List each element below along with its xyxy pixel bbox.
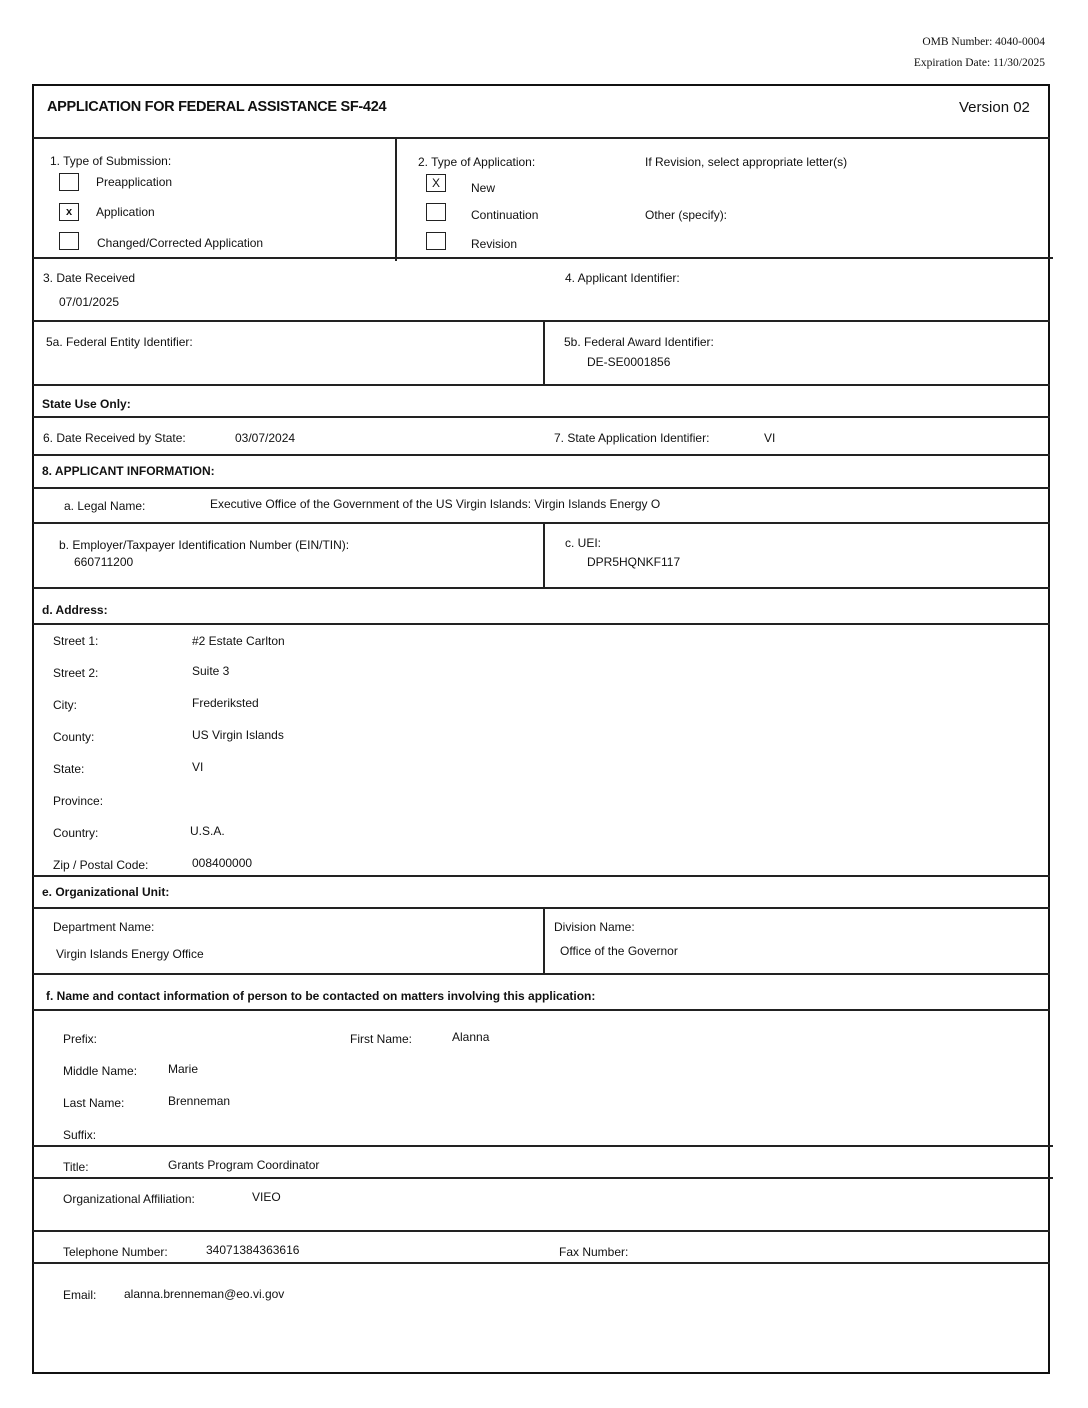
state-use-only-heading: State Use Only:	[42, 397, 131, 411]
type-of-submission-label: 1. Type of Submission:	[50, 154, 172, 168]
divider	[543, 908, 545, 973]
middle-name-value[interactable]: Marie	[168, 1062, 199, 1076]
applicant-identifier-label: 4. Applicant Identifier:	[565, 271, 680, 285]
state-application-identifier-label: 7. State Application Identifier:	[554, 431, 710, 445]
county-label: County:	[53, 730, 95, 744]
date-received-by-state-label: 6. Date Received by State:	[43, 431, 186, 445]
divider	[33, 1145, 1053, 1147]
divider	[33, 1230, 1050, 1232]
divider	[33, 1177, 1053, 1179]
first-name-label: First Name:	[350, 1032, 413, 1046]
state-value[interactable]: VI	[192, 760, 204, 774]
country-label: Country:	[53, 826, 99, 840]
checkbox-continuation[interactable]	[426, 203, 446, 221]
divider	[33, 487, 1050, 489]
expiration-date: Expiration Date: 11/30/2025	[913, 57, 1045, 69]
zip-value[interactable]: 008400000	[192, 856, 253, 870]
applicant-information-heading: 8. APPLICANT INFORMATION:	[42, 464, 215, 478]
organizational-unit-heading: e. Organizational Unit:	[42, 885, 170, 899]
date-received-value[interactable]: 07/01/2025	[59, 295, 120, 309]
divider	[33, 1009, 1050, 1011]
divider	[33, 416, 1050, 418]
division-name-value[interactable]: Office of the Governor	[560, 944, 678, 958]
email-label: Email:	[63, 1288, 97, 1302]
checkbox-new[interactable]: X	[426, 174, 446, 192]
divider	[33, 454, 1050, 456]
option-changed-corrected-label: Changed/Corrected Application	[97, 236, 264, 250]
revision-letters-label: If Revision, select appropriate letter(s)	[645, 155, 848, 169]
form-version: Version 02	[959, 99, 1030, 116]
divider	[33, 384, 1050, 386]
form-title: APPLICATION FOR FEDERAL ASSISTANCE SF-424	[47, 99, 387, 115]
province-label: Province:	[53, 794, 104, 808]
divider	[33, 522, 1050, 524]
city-value[interactable]: Frederiksted	[192, 696, 259, 710]
type-of-application-label: 2. Type of Application:	[418, 155, 536, 169]
divider	[33, 257, 1053, 259]
form-frame	[32, 84, 1050, 1374]
divider	[543, 523, 545, 587]
address-heading: d. Address:	[42, 603, 108, 617]
country-value[interactable]: U.S.A.	[190, 824, 225, 838]
last-name-label: Last Name:	[63, 1096, 125, 1110]
org-affiliation-value[interactable]: VIEO	[252, 1190, 281, 1204]
divider	[395, 139, 397, 261]
divider	[33, 907, 1050, 909]
divider	[33, 623, 1050, 625]
street2-value[interactable]: Suite 3	[192, 664, 230, 678]
title-label: Title:	[63, 1160, 89, 1174]
prefix-label: Prefix:	[63, 1032, 98, 1046]
divider	[33, 875, 1050, 877]
date-received-by-state-value[interactable]: 03/07/2024	[235, 431, 296, 445]
federal-entity-identifier-label: 5a. Federal Entity Identifier:	[46, 335, 193, 349]
department-name-label: Department Name:	[53, 920, 155, 934]
state-application-identifier-value[interactable]: VI	[764, 431, 776, 445]
fax-label: Fax Number:	[559, 1245, 629, 1259]
option-application-label: Application	[96, 205, 155, 219]
checkbox-changed-corrected[interactable]	[59, 232, 79, 250]
divider	[33, 587, 1050, 589]
uei-label: c. UEI:	[565, 536, 602, 550]
email-value[interactable]: alanna.brenneman@eo.vi.gov	[124, 1287, 285, 1301]
ein-label: b. Employer/Taxpayer Identification Number (EIN/TIN):	[59, 538, 350, 552]
first-name-value[interactable]: Alanna	[452, 1030, 490, 1044]
last-name-value[interactable]: Brenneman	[168, 1094, 231, 1108]
title-value[interactable]: Grants Program Coordinator	[168, 1158, 320, 1172]
omb-number: OMB Number: 4040-0004	[922, 36, 1045, 48]
street1-value[interactable]: #2 Estate Carlton	[192, 634, 285, 648]
other-specify-label: Other (specify):	[645, 208, 728, 222]
legal-name-value[interactable]: Executive Office of the Government of the US Virgin Islands: Virgin Islands Energy O	[210, 497, 661, 511]
telephone-label: Telephone Number:	[63, 1245, 168, 1259]
division-name-label: Division Name:	[554, 920, 635, 934]
legal-name-label: a. Legal Name:	[64, 499, 146, 513]
option-new-label: New	[471, 181, 496, 195]
divider	[33, 137, 1050, 139]
divider	[543, 321, 545, 385]
option-revision-label: Revision	[471, 237, 518, 251]
divider	[33, 1262, 1050, 1264]
county-value[interactable]: US Virgin Islands	[192, 728, 284, 742]
checkbox-application[interactable]: x	[59, 203, 79, 221]
ein-value[interactable]: 660711200	[74, 555, 134, 569]
checkbox-preapplication[interactable]	[59, 173, 79, 191]
divider	[33, 320, 1050, 322]
zip-label: Zip / Postal Code:	[53, 858, 149, 872]
suffix-label: Suffix:	[63, 1128, 97, 1142]
department-name-value[interactable]: Virgin Islands Energy Office	[56, 947, 204, 961]
middle-name-label: Middle Name:	[63, 1064, 138, 1078]
option-continuation-label: Continuation	[471, 208, 539, 222]
org-affiliation-label: Organizational Affiliation:	[63, 1192, 195, 1206]
street2-label: Street 2:	[53, 666, 99, 680]
federal-award-identifier-label: 5b. Federal Award Identifier:	[564, 335, 714, 349]
city-label: City:	[53, 698, 77, 712]
divider	[33, 973, 1050, 975]
state-label: State:	[53, 762, 85, 776]
federal-award-identifier-value[interactable]: DE-SE0001856	[587, 355, 671, 369]
date-received-label: 3. Date Received	[43, 271, 136, 285]
contact-heading: f. Name and contact information of person to be contacted on matters involving this application:	[46, 989, 596, 1003]
uei-value[interactable]: DPR5HQNKF117	[587, 555, 681, 569]
checkbox-revision[interactable]	[426, 232, 446, 250]
option-preapplication-label: Preapplication	[96, 175, 173, 189]
street1-label: Street 1:	[53, 634, 99, 648]
telephone-value[interactable]: 34071384363616	[206, 1243, 300, 1257]
